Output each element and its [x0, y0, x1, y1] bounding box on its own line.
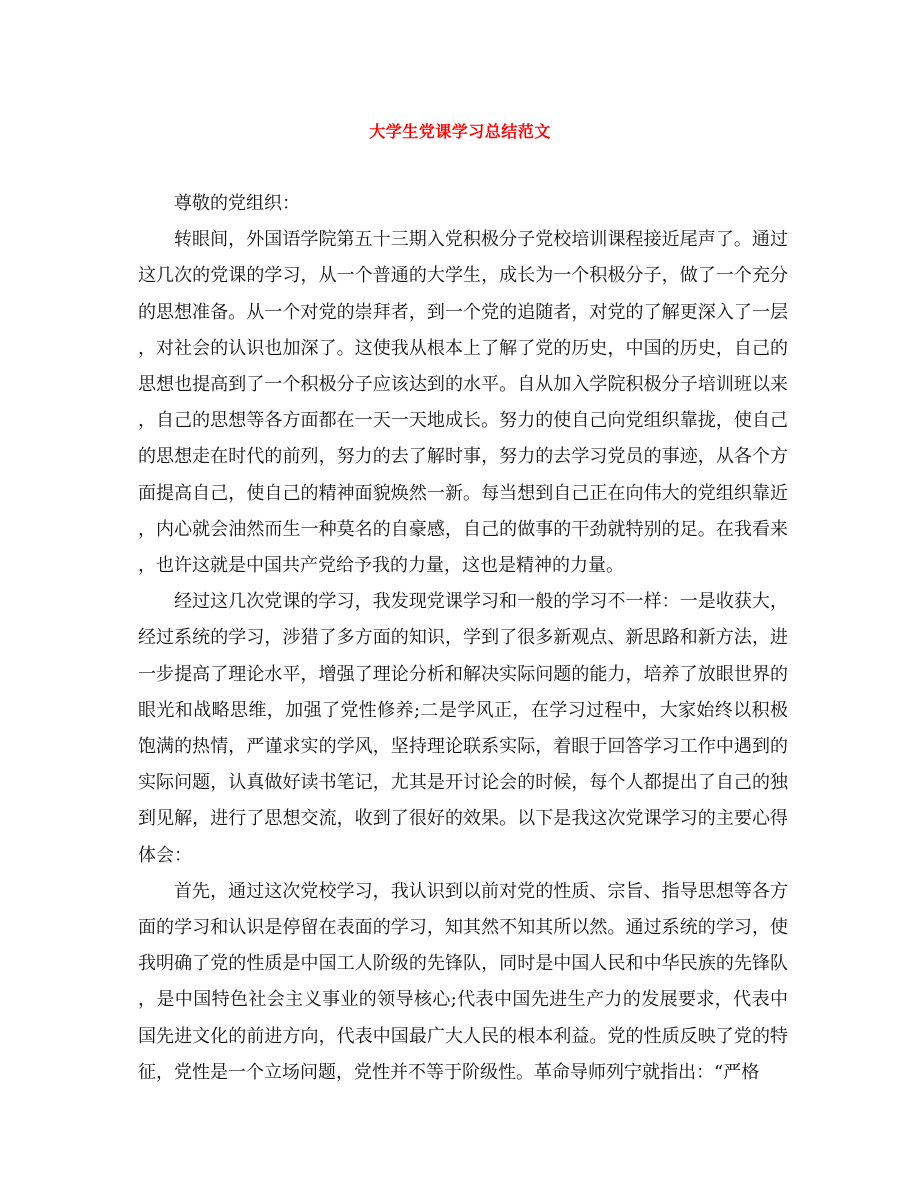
- document-body: [138, 186, 788, 1091]
- paragraph: 首先，通过这次党校学习，我认识到以前对党的性质、宗旨、指导思想等各方面的学习和认识是停留在表面的学习，知其然不知其所以然。通过系统的学习，使我明确了党的性质是中国工人阶级的先锋队，同时是中国人民和中华民族的先锋队，是中国特色社会主义事业的领导核心;代表中国先进生产力的发展要求，代表中国先进文化的前进方向，代表中国最广大人民的根本利益。党的性质反映了党的特征，党性是一个立场问题，党性并不等于阶级性。革命导师列宁就指出：“严格: [138, 880, 788, 1083]
- paragraph: 转眼间，外国语学院第五十三期入党积极分子党校培训课程接近尾声了。通过这几次的党课的学习，从一个普通的大学生，成长为一个积极分子，做了一个充分的思想准备。从一个对党的崇拜者，到一个党的追随者，对党的了解更深入了一层，对社会的认识也加深了。这使我从根本上了解了党的历史，中国的历史，自己的思想也提高到了一个积极分子应该达到的水平。自从加入学院积极分子培训班以来，自己的思想等各方面都在一天一天地成长。努力的使自己向党组织靠拢，使自己的思想走在时代的前列，努力的去了解时事，努力的去学习党员的事迹，从各个方面提高自己，使自己的精神面貌焕然一新。每当想到自己正在向伟大的党组织靠近，内心就会油然而生一种莫名的自豪感，自己的做事的干劲就特别的足。在我看来，也许这就是中国共产党给予我的力量，这也是精神的力量。: [138, 229, 788, 577]
- document-title: 大学生党课学习总结范文: [369, 122, 551, 141]
- salutation: 尊敬的党组织：: [174, 193, 300, 214]
- paragraph: 经过这几次党课的学习，我发现党课学习和一般的学习不一样：一是收获大，经过系统的学习，涉猎了多方面的知识，学到了很多新观点、新思路和新方法，进一步提高了理论水平，增强了理论分析和解决实际问题的能力，培养了放眼世界的眼光和战略思维，加强了党性修养;二是学风正，在学习过程中，大家始终以积极饱满的热情，严谨求实的学风，坚持理论联系实际，着眼于回答学习工作中遇到的实际问题，认真做好读书笔记，尤其是开讨论会的时候，每个人都提出了自己的独到见解，进行了思想交流，收到了很好的效果。以下是我这次党课学习的主要心得体会：: [138, 591, 788, 866]
